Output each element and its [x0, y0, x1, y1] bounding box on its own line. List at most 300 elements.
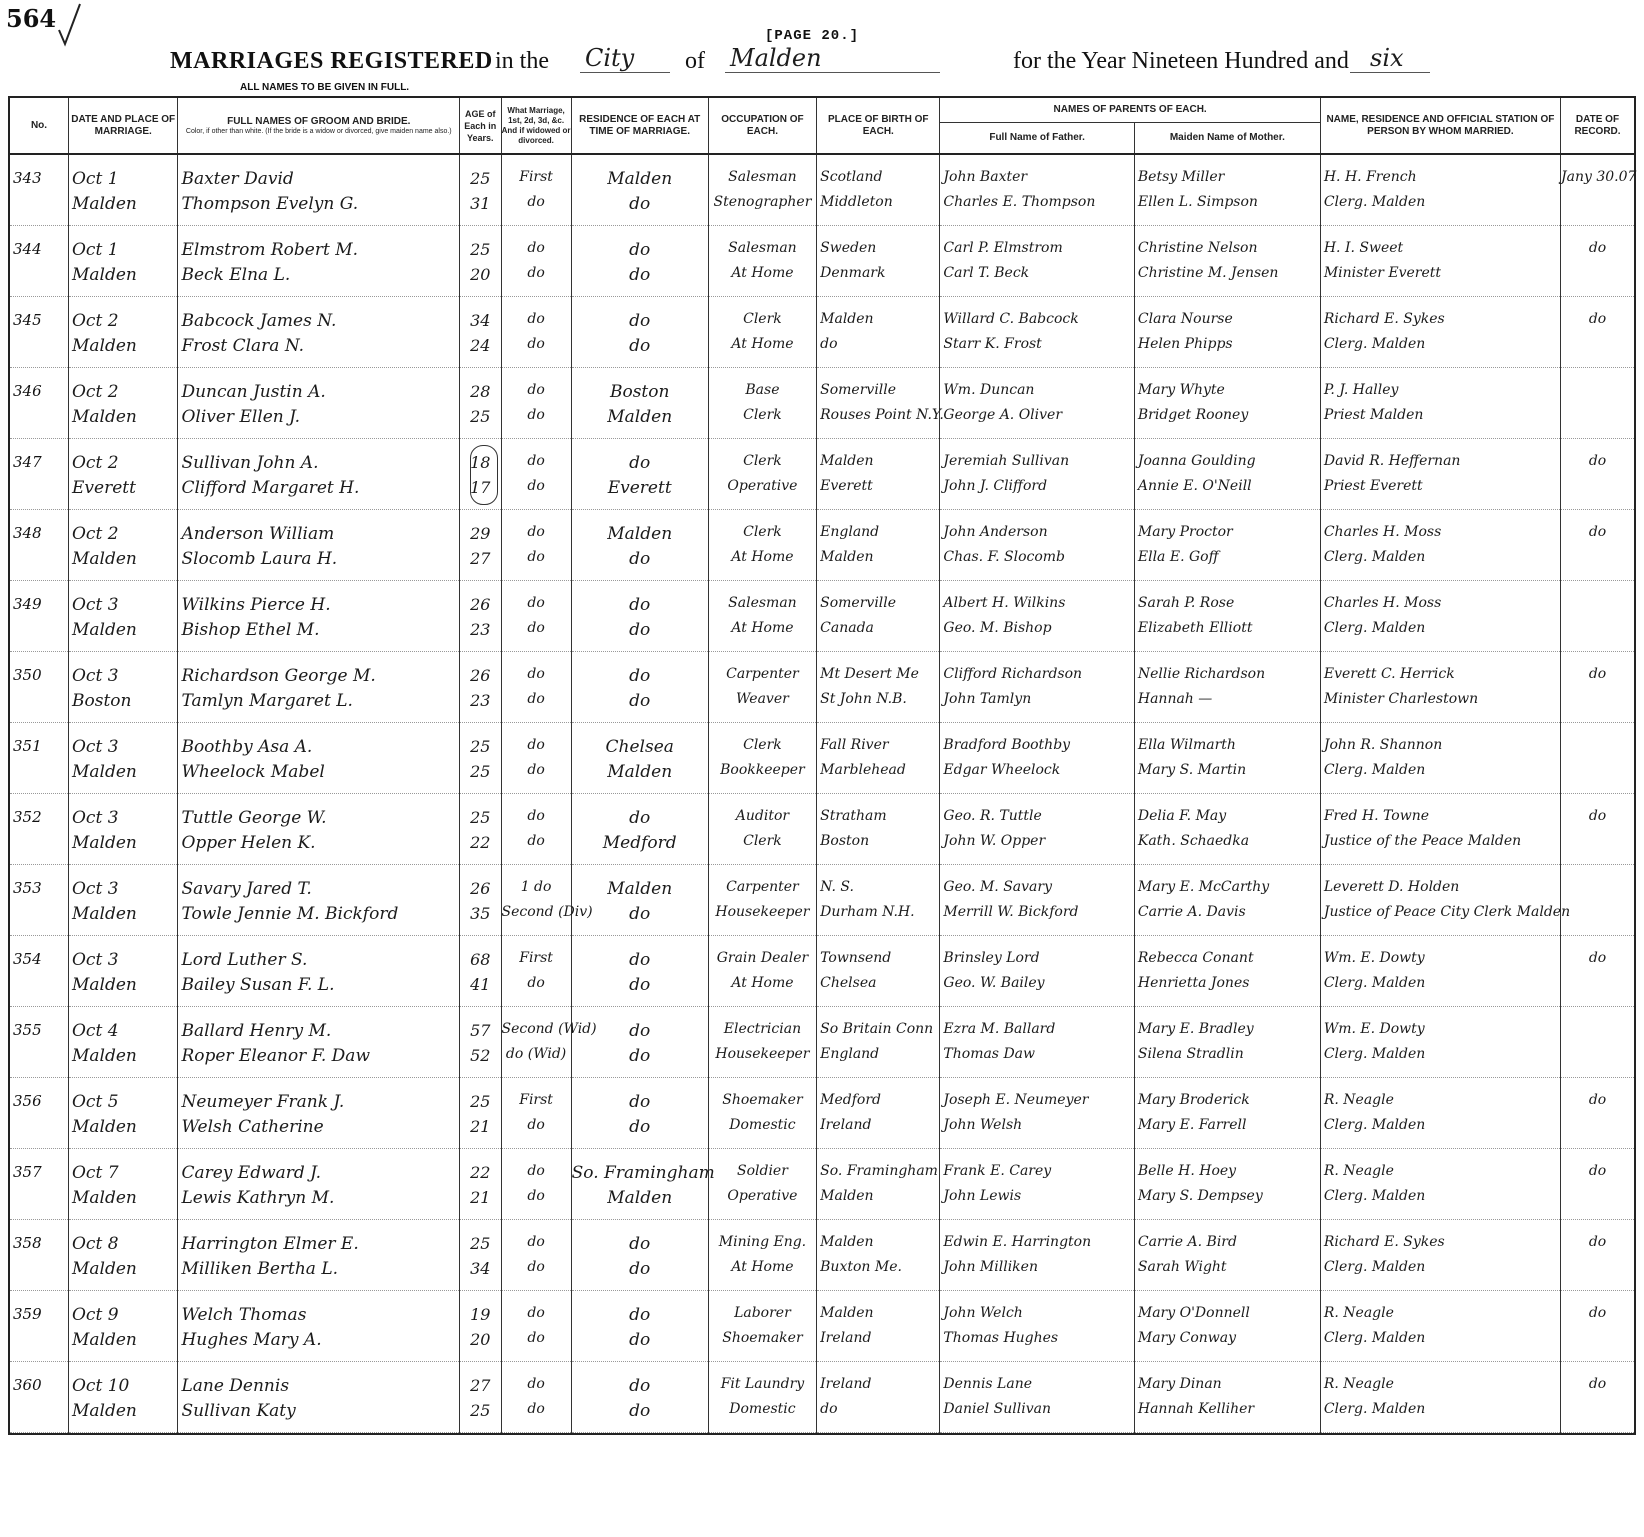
entry-age-bride: 35 [470, 904, 491, 923]
entry-age-groom: 25 [470, 1092, 491, 1111]
entry-names-cell [178, 1291, 460, 1362]
entry-birthplace-bride: Rouses Point N.Y. [820, 407, 944, 423]
entry-date-cell [69, 154, 178, 226]
entry-occupation-bride: Housekeeper [715, 1046, 810, 1062]
entry-occupation-cell [708, 1362, 816, 1434]
entry-residence-cell [571, 865, 708, 936]
entry-father-bride: John Welsh [943, 1117, 1023, 1133]
entry-father-cell [940, 1007, 1134, 1078]
entry-names-cell [178, 1220, 460, 1291]
entry-date-cell [69, 297, 178, 368]
entry-place: Malden [72, 620, 137, 640]
entry-occupation-bride: Operative [727, 1188, 798, 1204]
entry-mother-groom: Mary Whyte [1137, 382, 1225, 398]
age-circle-mark [470, 445, 498, 505]
entry-marriage-bride: do (Wid) [505, 1046, 567, 1062]
entry-age-groom: 25 [470, 1234, 491, 1253]
entry-age-groom: 22 [470, 1163, 491, 1182]
entry-mother-bride: Elizabeth Elliott [1137, 620, 1253, 636]
entry-marriage-bride: do [527, 549, 545, 565]
entry-date-cell [69, 794, 178, 865]
entry-mother-groom: Sarah P. Rose [1137, 595, 1235, 611]
entry-marriage-groom: do [527, 595, 545, 611]
entry-birthplace-groom: So. Framingham [820, 1163, 938, 1179]
register-row [9, 368, 1635, 439]
entry-no-cell [9, 936, 69, 1007]
entry-occupation-bride: Weaver [736, 691, 789, 707]
entry-birthplace-cell [817, 1149, 940, 1220]
entry-marriage-bride: do [527, 620, 545, 636]
entry-marriage-bride: do [527, 407, 545, 423]
entry-marriage-groom: do [527, 666, 545, 682]
entry-place: Boston [72, 691, 132, 711]
entry-place: Malden [72, 1330, 137, 1350]
entry-birthplace-groom: Sweden [820, 240, 877, 256]
entry-bride: Beck Elna L. [181, 265, 291, 285]
entry-birthplace-bride: Everett [820, 478, 873, 494]
entry-age-cell [460, 794, 501, 865]
entry-age-cell [460, 510, 501, 581]
col-header-parents: NAMES OF PARENTS OF EACH. [940, 97, 1320, 123]
entry-residence-bride: do [629, 336, 651, 356]
entry-no: 355 [13, 1021, 42, 1039]
entry-residence-cell [571, 1220, 708, 1291]
entry-officiant-cell [1320, 154, 1560, 226]
entry-date: Oct 4 [72, 1021, 119, 1041]
entry-record-cell [1561, 865, 1635, 936]
entry-age-cell [460, 1078, 501, 1149]
entry-father-cell [940, 794, 1134, 865]
entry-officiant-cell [1320, 1220, 1560, 1291]
entry-officiant-station: Clerg. Malden [1323, 549, 1426, 565]
entry-mother-groom: Mary E. Bradley [1137, 1021, 1254, 1037]
entry-mother-bride: Mary E. Farrell [1137, 1117, 1247, 1133]
entry-officiant-cell [1320, 439, 1560, 510]
entry-residence-groom: do [629, 1376, 651, 1396]
entry-marriage-bride: do [527, 1259, 545, 1275]
entry-birthplace-groom: So Britain Conn [820, 1021, 934, 1037]
entry-record-date: do [1588, 524, 1607, 540]
entry-birthplace-groom: Malden [820, 1305, 874, 1321]
entry-father-cell [940, 865, 1134, 936]
entry-occupation-cell [708, 652, 816, 723]
col-header-no: No. [9, 97, 69, 154]
entry-residence-bride: do [629, 904, 651, 924]
entry-record-date: do [1588, 1376, 1607, 1392]
entry-birthplace-cell [817, 1078, 940, 1149]
entry-officiant-station: Clerg. Malden [1323, 336, 1426, 352]
entry-age-groom: 26 [470, 879, 491, 898]
entry-no: 344 [13, 240, 42, 258]
entry-marriage-cell [501, 1362, 571, 1434]
register-row [9, 154, 1635, 226]
entry-marriage-cell [501, 1007, 597, 1078]
entry-age-cell [460, 936, 501, 1007]
entry-no-cell [9, 1362, 69, 1434]
entry-marriage-cell [501, 652, 571, 723]
register-row [9, 1149, 1635, 1220]
entry-occupation-cell [708, 1078, 816, 1149]
entry-occupation-cell [708, 510, 816, 581]
entry-marriage-cell [501, 1078, 571, 1149]
col-header-occupation: OCCUPATION OF EACH. [708, 97, 816, 154]
col-header-names [178, 97, 460, 154]
entry-groom: Welch Thomas [181, 1305, 307, 1325]
entry-occupation-groom: Salesman [728, 595, 797, 611]
entry-officiant-cell [1320, 1078, 1560, 1149]
entry-residence-bride: do [629, 1259, 651, 1279]
entry-mother-groom: Ella Wilmarth [1137, 737, 1236, 753]
entry-occupation-cell [708, 439, 816, 510]
entry-date-cell [69, 510, 178, 581]
entry-officiant-cell [1320, 936, 1560, 1007]
entry-officiant-station: Clerg. Malden [1323, 1188, 1426, 1204]
entry-officiant-station: Clerg. Malden [1323, 1259, 1426, 1275]
entry-mother-cell [1134, 865, 1320, 936]
entry-place: Malden [72, 1401, 137, 1421]
entry-residence-bride: Medford [602, 833, 677, 853]
entry-father-bride: Starr K. Frost [943, 336, 1042, 352]
entry-date: Oct 8 [72, 1234, 119, 1254]
entry-age-cell [460, 1362, 501, 1434]
entry-residence-groom: Malden [607, 524, 673, 544]
entry-residence-groom: Malden [607, 879, 673, 899]
entry-place: Malden [72, 407, 137, 427]
entry-date: Oct 2 [72, 311, 119, 331]
entry-record-date: do [1588, 1163, 1607, 1179]
entry-residence-cell [571, 936, 708, 1007]
entry-no: 358 [13, 1234, 42, 1252]
entry-father-bride: John Milliken [943, 1259, 1038, 1275]
entry-father-groom: Clifford Richardson [943, 666, 1083, 682]
entry-residence-groom: do [629, 1021, 651, 1041]
entry-father-cell [940, 297, 1134, 368]
entry-record-cell [1561, 1007, 1635, 1078]
entry-birthplace-groom: Somerville [820, 595, 897, 611]
entry-marriage-bride: do [527, 762, 545, 778]
entry-place: Malden [72, 1117, 137, 1137]
entry-birthplace-bride: Chelsea [820, 975, 877, 991]
entry-record-date: do [1588, 666, 1607, 682]
entry-occupation-cell [708, 581, 816, 652]
entry-officiant-station: Minister Everett [1323, 265, 1442, 281]
entry-occupation-bride: Shoemaker [722, 1330, 803, 1346]
entry-bride: Tamlyn Margaret L. [181, 691, 353, 711]
entry-marriage-groom: First [519, 1092, 553, 1108]
entry-mother-groom: Carrie A. Bird [1137, 1234, 1237, 1250]
entry-mother-cell [1134, 1220, 1320, 1291]
entry-occupation-bride: Clerk [743, 407, 782, 423]
entry-age-cell [460, 652, 501, 723]
entry-officiant-station: Justice of Peace City Clerk Malden [1323, 904, 1571, 920]
title-bold: MARRIAGES REGISTERED [170, 48, 493, 74]
entry-names-cell [178, 1078, 460, 1149]
entry-occupation-groom: Electrician [723, 1021, 802, 1037]
entry-birthplace-groom: Stratham [820, 808, 887, 824]
entry-age-groom: 25 [470, 737, 491, 756]
entry-record-cell [1561, 723, 1635, 794]
entry-officiant-name: Richard E. Sykes [1323, 1234, 1445, 1250]
entry-residence-groom: do [629, 808, 651, 828]
entry-mother-cell [1134, 1149, 1320, 1220]
entry-residence-cell [571, 794, 708, 865]
entry-no-cell [9, 368, 69, 439]
entry-no: 354 [13, 950, 42, 968]
title-underline [1350, 72, 1430, 73]
entry-groom: Lord Luther S. [181, 950, 308, 970]
entry-mother-cell [1134, 297, 1320, 368]
entry-date-cell [69, 936, 178, 1007]
entry-names-cell [178, 652, 460, 723]
entry-residence-groom: do [629, 1092, 651, 1112]
entry-bride: Opper Helen K. [181, 833, 316, 853]
entry-marriage-bride: do [527, 1401, 545, 1417]
entry-marriage-bride: do [527, 1117, 545, 1133]
entry-occupation-groom: Base [745, 382, 780, 398]
entry-father-groom: Frank E. Carey [943, 1163, 1052, 1179]
entry-father-bride: John W. Opper [943, 833, 1046, 849]
entry-birthplace-groom: England [820, 524, 880, 540]
entry-place: Malden [72, 833, 137, 853]
entry-place: Malden [72, 265, 137, 285]
entry-date-cell [69, 1078, 178, 1149]
entry-occupation-cell [708, 865, 816, 936]
entry-marriage-cell [501, 723, 571, 794]
entry-birthplace-groom: Malden [820, 311, 874, 327]
entry-occupation-bride: At Home [731, 265, 794, 281]
entry-marriage-cell [501, 794, 571, 865]
entry-bride: Thompson Evelyn G. [181, 194, 359, 214]
register-row [9, 723, 1635, 794]
entry-record-cell [1561, 1362, 1635, 1434]
entry-date: Oct 3 [72, 879, 119, 899]
entry-residence-bride: do [629, 194, 651, 214]
entry-officiant-name: Everett C. Herrick [1323, 666, 1455, 682]
entry-no: 345 [13, 311, 42, 329]
entry-age-bride: 41 [470, 975, 491, 994]
entry-officiant-name: Charles H. Moss [1323, 524, 1442, 540]
entry-father-groom: Wm. Duncan [943, 382, 1035, 398]
entry-residence-cell [571, 723, 708, 794]
entry-residence-bride: Malden [607, 762, 673, 782]
entry-residence-groom: do [629, 950, 651, 970]
entry-record-date: do [1588, 1092, 1607, 1108]
entry-no: 346 [13, 382, 42, 400]
entry-groom: Wilkins Pierce H. [181, 595, 331, 615]
entry-age-bride: 22 [470, 833, 491, 852]
entry-mother-bride: Mary S. Dempsey [1137, 1188, 1263, 1204]
entry-place: Malden [72, 1188, 137, 1208]
entry-bride: Wheelock Mabel [181, 762, 325, 782]
entry-record-cell [1561, 439, 1635, 510]
entry-record-date: do [1588, 1305, 1607, 1321]
entry-officiant-name: Fred H. Towne [1323, 808, 1430, 824]
col-header-mother: Maiden Name of Mother. [1134, 123, 1320, 155]
entry-mother-cell [1134, 510, 1320, 581]
entry-date-cell [69, 1007, 178, 1078]
entry-officiant-station: Clerg. Malden [1323, 620, 1426, 636]
entry-date-cell [69, 368, 178, 439]
entry-age-groom: 27 [470, 1376, 491, 1395]
entry-no-cell [9, 154, 69, 226]
register-row [9, 1362, 1635, 1434]
entry-bride: Oliver Ellen J. [181, 407, 301, 427]
entry-birthplace-bride: Ireland [820, 1330, 872, 1346]
entry-age-groom: 18 [470, 453, 491, 472]
register-row [9, 865, 1635, 936]
entry-place: Malden [72, 762, 137, 782]
entry-no: 348 [13, 524, 42, 542]
entry-mother-groom: Nellie Richardson [1137, 666, 1266, 682]
entry-age-groom: 25 [470, 240, 491, 259]
entry-father-bride: John Lewis [943, 1188, 1022, 1204]
entry-occupation-bride: At Home [731, 620, 794, 636]
entry-marriage-groom: do [527, 524, 545, 540]
marriage-register-table [8, 96, 1636, 1435]
entry-occupation-cell [708, 154, 816, 226]
entry-marriage-cell [501, 297, 571, 368]
entry-age-groom: 29 [470, 524, 491, 543]
entry-age-groom: 28 [470, 382, 491, 401]
entry-groom: Neumeyer Frank J. [181, 1092, 345, 1112]
entry-marriage-bride: do [527, 833, 545, 849]
entry-occupation-cell [708, 794, 816, 865]
entry-father-groom: Geo. R. Tuttle [943, 808, 1042, 824]
entry-birthplace-cell [817, 297, 940, 368]
entry-bride: Lewis Kathryn M. [181, 1188, 335, 1208]
entry-date: Oct 3 [72, 595, 119, 615]
entry-marriage-cell [501, 1291, 571, 1362]
entry-marriage-cell [501, 226, 571, 297]
entry-residence-groom: do [629, 1305, 651, 1325]
entry-officiant-station: Justice of the Peace Malden [1323, 833, 1522, 849]
entry-place: Malden [72, 975, 137, 995]
entry-marriage-bride: do [527, 478, 545, 494]
entry-officiant-cell [1320, 865, 1571, 936]
entry-place: Malden [72, 549, 137, 569]
entry-no: 357 [13, 1163, 42, 1181]
entry-no-cell [9, 1078, 69, 1149]
col-header-age: AGE of Each in Years. [460, 97, 501, 154]
entry-age-bride: 20 [470, 265, 491, 284]
entry-occupation-groom: Salesman [728, 169, 797, 185]
entry-age-groom: 25 [470, 808, 491, 827]
entry-birthplace-groom: Somerville [820, 382, 897, 398]
entry-mother-groom: Delia F. May [1137, 808, 1227, 824]
entry-age-cell [460, 865, 501, 936]
entry-birthplace-groom: Ireland [820, 1376, 872, 1392]
entry-age-cell [460, 439, 501, 510]
entry-officiant-cell [1320, 652, 1560, 723]
entry-groom: Carey Edward J. [181, 1163, 322, 1183]
entry-father-groom: Ezra M. Ballard [943, 1021, 1056, 1037]
entry-father-cell [940, 1291, 1134, 1362]
entry-marriage-bride: do [527, 1188, 545, 1204]
entry-place: Malden [72, 194, 137, 214]
entry-mother-cell [1134, 794, 1320, 865]
entry-residence-cell [571, 1149, 715, 1220]
entry-groom: Boothby Asa A. [181, 737, 313, 757]
entry-place: Malden [72, 904, 137, 924]
entry-father-cell [940, 652, 1134, 723]
entry-groom: Duncan Justin A. [181, 382, 326, 402]
entry-mother-bride: Sarah Wight [1137, 1259, 1227, 1275]
entry-names-cell [178, 297, 460, 368]
entry-birthplace-cell [817, 1291, 940, 1362]
entry-age-bride: 25 [470, 762, 491, 781]
entry-record-cell [1561, 297, 1635, 368]
entry-birthplace-cell [817, 368, 944, 439]
entry-mother-cell [1134, 652, 1320, 723]
entry-birthplace-cell [817, 226, 940, 297]
entry-age-cell [460, 1220, 501, 1291]
entry-marriage-bride: do [527, 691, 545, 707]
entry-residence-bride: do [629, 620, 651, 640]
entry-officiant-station: Clerg. Malden [1323, 1330, 1426, 1346]
entry-marriage-groom: do [527, 1305, 545, 1321]
entry-father-groom: Willard C. Babcock [943, 311, 1079, 327]
entry-no-cell [9, 510, 69, 581]
entry-birthplace-cell [817, 154, 940, 226]
entry-age-cell [460, 723, 501, 794]
entry-occupation-groom: Grain Dealer [716, 950, 809, 966]
entry-names-cell [178, 226, 460, 297]
entry-officiant-cell [1320, 1149, 1560, 1220]
entry-age-groom: 25 [470, 169, 491, 188]
entry-officiant-name: Wm. E. Dowty [1323, 950, 1425, 966]
entry-mother-groom: Betsy Miller [1137, 169, 1225, 185]
entry-occupation-bride: Bookkeeper [720, 762, 805, 778]
entry-age-bride: 23 [470, 620, 491, 639]
entry-marriage-groom: First [519, 950, 553, 966]
page-number: 564 [6, 4, 57, 33]
title-underline [725, 72, 940, 73]
entry-no: 352 [13, 808, 42, 826]
col-header-date-record: DATE OF RECORD. [1561, 97, 1635, 154]
entry-father-groom: John Baxter [943, 169, 1028, 185]
register-row [9, 510, 1635, 581]
entry-father-groom: John Anderson [943, 524, 1048, 540]
register-row [9, 439, 1635, 510]
entry-occupation-bride: Clerk [743, 833, 782, 849]
entry-date-cell [69, 865, 178, 936]
entry-marriage-groom: do [527, 737, 545, 753]
entry-no-cell [9, 297, 69, 368]
entry-occupation-cell [708, 936, 816, 1007]
entry-residence-bride: do [629, 549, 651, 569]
entry-mother-groom: Rebecca Conant [1137, 950, 1254, 966]
entry-date: Oct 2 [72, 524, 119, 544]
entry-residence-groom: Malden [607, 169, 673, 189]
entry-birthplace-groom: Malden [820, 1234, 874, 1250]
entry-officiant-station: Minister Charlestown [1323, 691, 1479, 707]
entry-marriage-groom: do [527, 1376, 545, 1392]
entry-groom: Savary Jared T. [181, 879, 312, 899]
entry-occupation-bride: At Home [731, 975, 794, 991]
entry-age-groom: 34 [470, 311, 491, 330]
col-header-what-marriage: What Marriage, 1st, 2d, 3d, &c. And if widowed or divorced. [501, 97, 571, 154]
entry-officiant-name: R. Neagle [1323, 1163, 1394, 1179]
entry-bride: Roper Eleanor F. Daw [181, 1046, 370, 1066]
entry-mother-cell [1134, 226, 1320, 297]
entry-residence-groom: Chelsea [605, 737, 674, 757]
entry-marriage-groom: First [519, 169, 553, 185]
entry-occupation-cell [708, 1291, 816, 1362]
page-label: [PAGE 20.] [765, 28, 860, 44]
entry-marriage-bride: do [527, 265, 545, 281]
entry-age-groom: 57 [470, 1021, 491, 1040]
entry-age-cell [460, 1149, 501, 1220]
